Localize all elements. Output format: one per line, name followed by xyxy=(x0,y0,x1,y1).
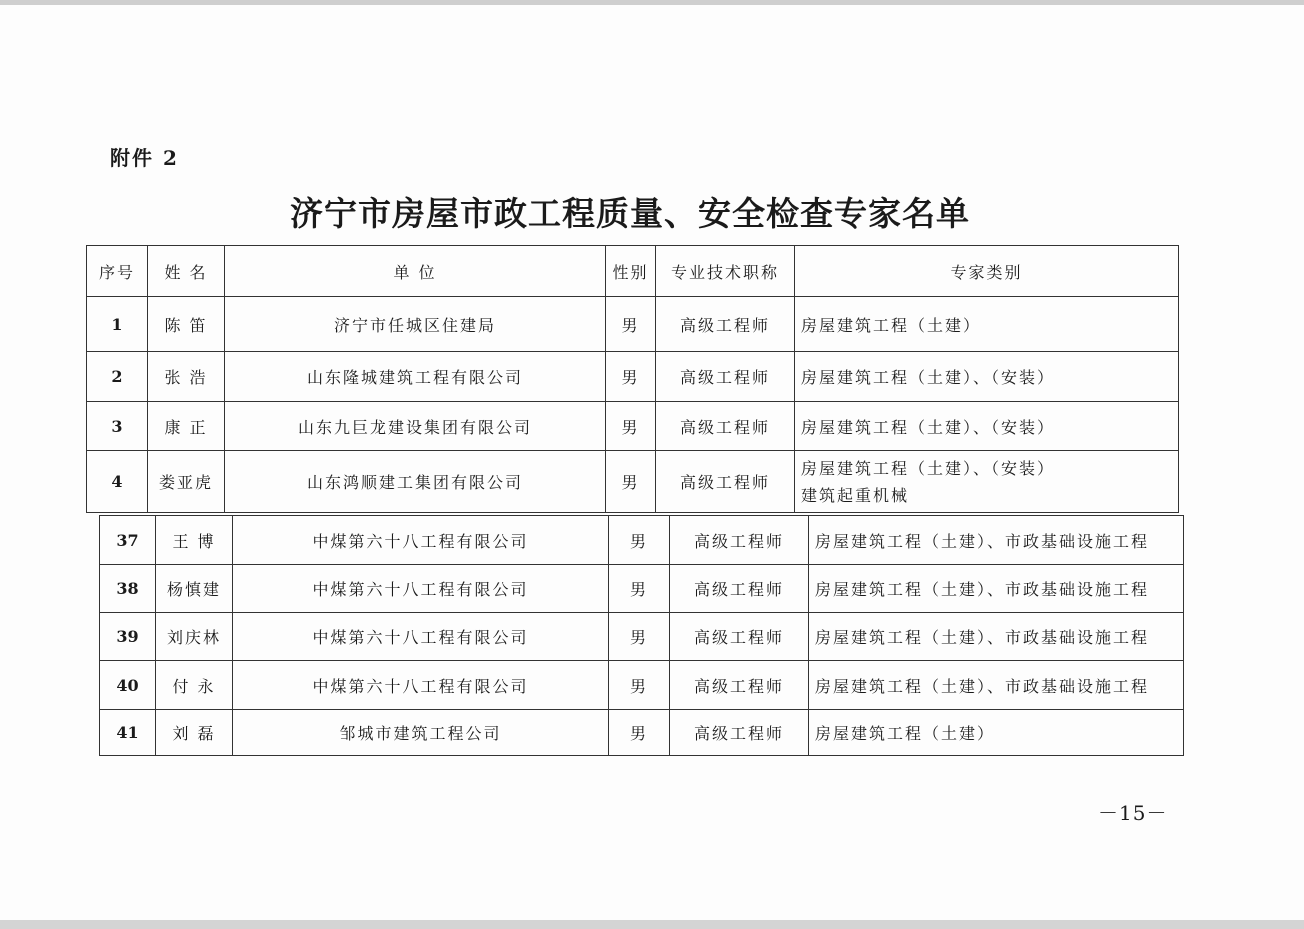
scan-bottom-edge xyxy=(0,920,1304,929)
row-title: 高级工程师 xyxy=(670,516,809,565)
header-title: 专业技术职称 xyxy=(656,246,795,297)
row-gender: 男 xyxy=(609,710,670,756)
header-gender: 性别 xyxy=(606,246,656,297)
row-unit: 中煤第六十八工程有限公司 xyxy=(233,613,609,661)
row-no: 41 xyxy=(100,710,156,756)
row-name: 杨慎建 xyxy=(156,565,233,613)
row-unit: 山东九巨龙建设集团有限公司 xyxy=(225,402,606,451)
row-title: 高级工程师 xyxy=(670,565,809,613)
row-name: 刘 磊 xyxy=(156,710,233,756)
row-title: 高级工程师 xyxy=(656,451,795,513)
row-unit: 济宁市任城区住建局 xyxy=(225,297,606,352)
row-title: 高级工程师 xyxy=(670,661,809,710)
row-no: 37 xyxy=(100,516,156,565)
table-row xyxy=(87,402,1179,451)
table-row xyxy=(87,297,1179,352)
row-category xyxy=(795,451,1179,513)
row-gender: 男 xyxy=(606,402,656,451)
row-title: 高级工程师 xyxy=(656,402,795,451)
row-unit: 中煤第六十八工程有限公司 xyxy=(233,565,609,613)
row-unit: 中煤第六十八工程有限公司 xyxy=(233,516,609,565)
row-category: 房屋建筑工程（土建）、（安装） xyxy=(795,402,1179,451)
row-no: 40 xyxy=(100,661,156,710)
attachment-label: 附件 2 xyxy=(110,146,179,170)
row-name: 刘庆林 xyxy=(156,613,233,661)
row-no: 3 xyxy=(87,402,148,451)
row-name: 张 浩 xyxy=(148,352,225,402)
row-category: 房屋建筑工程（土建）、市政基础设施工程 xyxy=(809,516,1184,565)
row-name: 陈 笛 xyxy=(148,297,225,352)
row-title: 高级工程师 xyxy=(670,710,809,756)
row-name: 王 博 xyxy=(156,516,233,565)
table-row xyxy=(100,661,1184,710)
table-row xyxy=(87,451,1179,513)
table-header-row xyxy=(87,246,1179,297)
table-row xyxy=(100,565,1184,613)
row-category: 房屋建筑工程（土建） xyxy=(809,710,1184,756)
row-gender: 男 xyxy=(609,613,670,661)
row-no: 4 xyxy=(87,451,148,513)
row-unit: 中煤第六十八工程有限公司 xyxy=(233,661,609,710)
row-name: 付 永 xyxy=(156,661,233,710)
row-category: 房屋建筑工程（土建）、市政基础设施工程 xyxy=(809,661,1184,710)
table-row xyxy=(87,352,1179,402)
row-category: 房屋建筑工程（土建）、（安装） xyxy=(795,352,1179,402)
header-no: 序号 xyxy=(87,246,148,297)
row-category: 房屋建筑工程（土建）、市政基础设施工程 xyxy=(809,565,1184,613)
row-title: 高级工程师 xyxy=(656,297,795,352)
row-gender: 男 xyxy=(609,661,670,710)
table-row xyxy=(100,613,1184,661)
document-title: 济宁市房屋市政工程质量、安全检查专家名单 xyxy=(290,194,970,233)
scan-top-edge xyxy=(0,0,1304,5)
row-gender: 男 xyxy=(606,297,656,352)
row-no: 38 xyxy=(100,565,156,613)
header-name: 姓 名 xyxy=(148,246,225,297)
header-unit: 单 位 xyxy=(225,246,606,297)
expert-table-upper xyxy=(86,245,1179,513)
expert-table-lower xyxy=(99,515,1184,756)
row-name: 康 正 xyxy=(148,402,225,451)
row-category: 房屋建筑工程（土建）、市政基础设施工程 xyxy=(809,613,1184,661)
row-category: 房屋建筑工程（土建） xyxy=(795,297,1179,352)
row-gender: 男 xyxy=(606,451,656,513)
row-no: 1 xyxy=(87,297,148,352)
row-unit: 邹城市建筑工程公司 xyxy=(233,710,609,756)
row-title: 高级工程师 xyxy=(670,613,809,661)
row-category-line1: 房屋建筑工程（土建）、（安装） xyxy=(801,458,1056,478)
page-number: －15－ xyxy=(1098,801,1168,825)
row-no: 39 xyxy=(100,613,156,661)
row-unit: 山东隆城建筑工程有限公司 xyxy=(225,352,606,402)
row-gender: 男 xyxy=(606,352,656,402)
row-unit: 山东鸿顺建工集团有限公司 xyxy=(225,451,606,513)
table-row xyxy=(100,710,1184,756)
table-row xyxy=(100,516,1184,565)
header-category: 专家类别 xyxy=(795,246,1179,297)
row-no: 2 xyxy=(87,352,148,402)
row-name: 娄亚虎 xyxy=(148,451,225,513)
row-gender: 男 xyxy=(609,565,670,613)
row-gender: 男 xyxy=(609,516,670,565)
row-category-line2: 建筑起重机械 xyxy=(801,485,910,505)
row-title: 高级工程师 xyxy=(656,352,795,402)
